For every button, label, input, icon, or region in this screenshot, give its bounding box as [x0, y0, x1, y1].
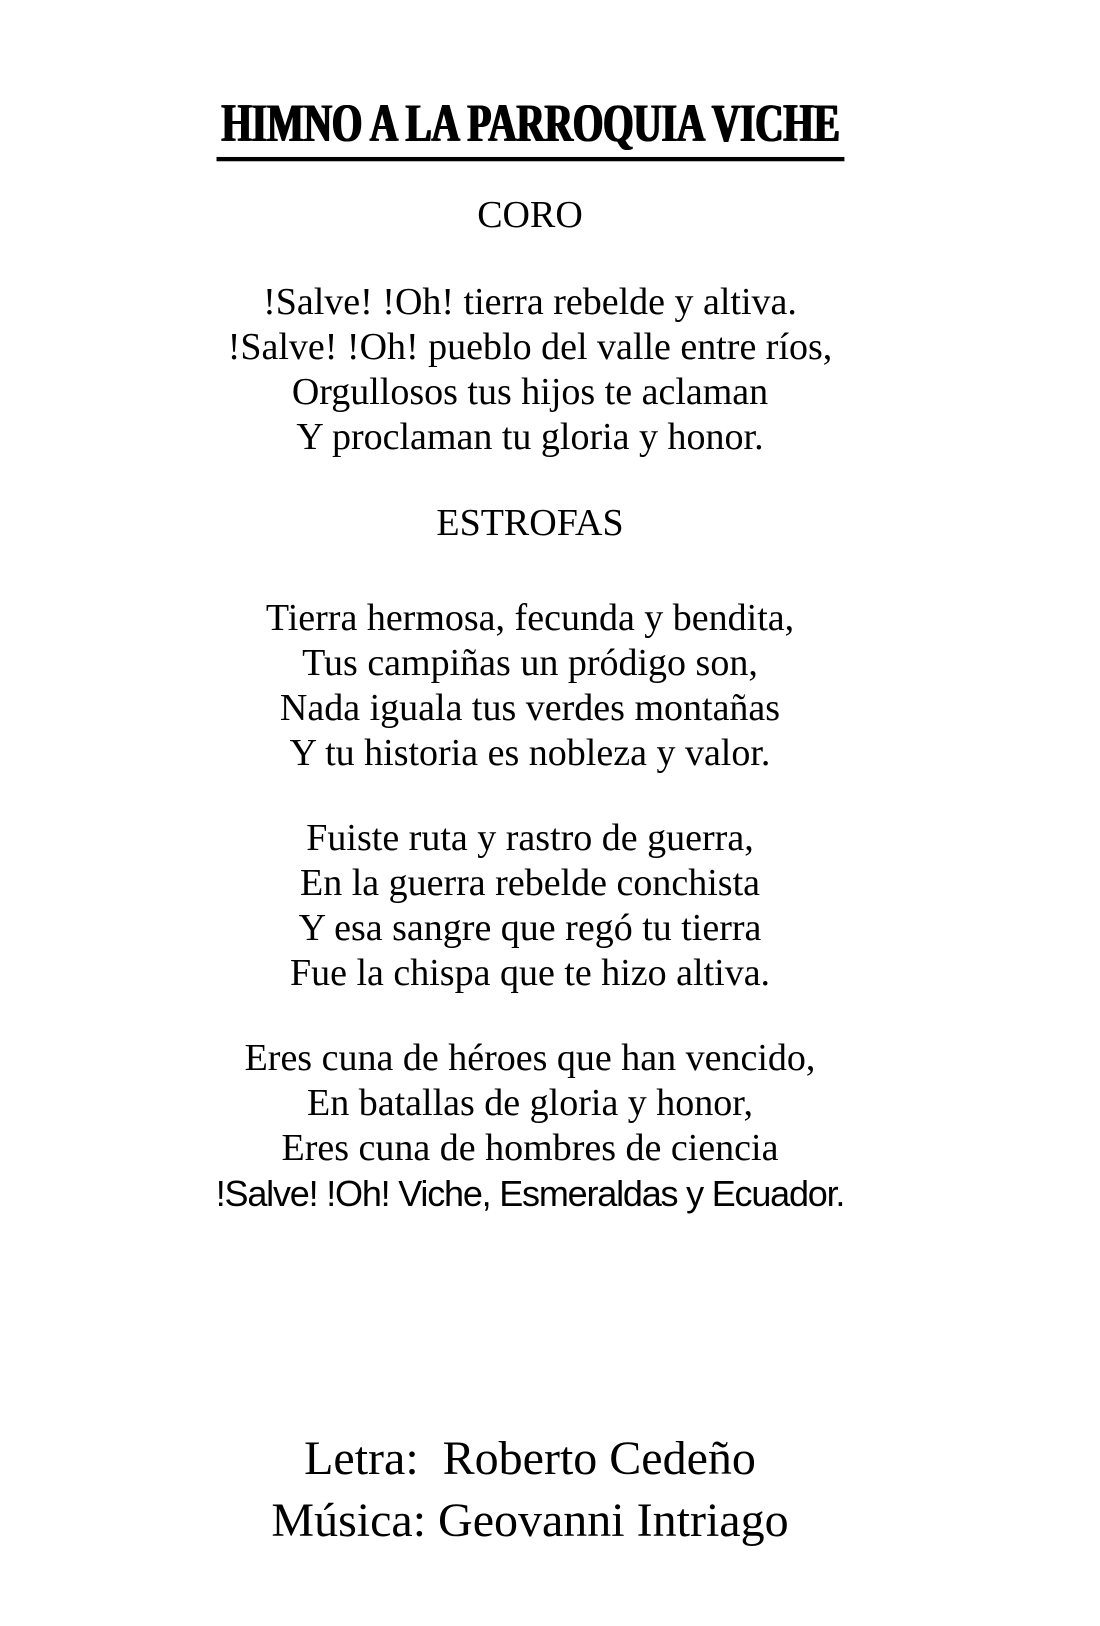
section-label-coro: CORO	[477, 194, 583, 236]
estrofa-verse-2	[290, 816, 770, 996]
verse-line: Y tu historia es nobleza y valor.	[289, 732, 771, 774]
credit-letra: Letra: Roberto Cedeño	[304, 1432, 756, 1485]
verse-line: Fue la chispa que te hizo altiva.	[289, 952, 771, 994]
coro-line: Orgullosos tus hijos te aclaman	[291, 371, 769, 413]
verse-line-sans: !Salve! !Oh! Viche, Esmeraldas y Ecuador.	[215, 1173, 845, 1214]
verse-line: Fuiste ruta y rastro de guerra,	[306, 817, 754, 859]
coro-line: !Salve! !Oh! tierra rebelde y altiva.	[263, 281, 797, 323]
verse-line: Nada iguala tus verdes montañas	[279, 687, 781, 729]
estrofa-verse-3	[216, 1036, 844, 1216]
section-label-estrofas: ESTROFAS	[436, 502, 624, 544]
verse-line: En la guerra rebelde conchista	[300, 862, 760, 904]
verse-line: Eres cuna de hombres de ciencia	[281, 1127, 779, 1169]
verse-line: Tierra hermosa, fecunda y bendita,	[265, 597, 795, 639]
verse-line: Tus campiñas un pródigo son,	[302, 642, 758, 684]
verse-line: Eres cuna de héroes que han vencido,	[244, 1037, 816, 1079]
estrofa-verse-1	[266, 596, 794, 776]
coro-line: Y proclaman tu gloria y honor.	[296, 416, 764, 458]
coro-verse	[228, 280, 833, 460]
verse-line: En batallas de gloria y honor,	[307, 1082, 753, 1124]
credit-musica: Música: Geovanni Intriago	[271, 1494, 789, 1547]
page-title: HIMNO A LA PARROQUIA VICHE	[216, 90, 844, 161]
verse-line: Y esa sangre que regó tu tierra	[298, 907, 762, 949]
credits-block	[271, 1428, 788, 1552]
coro-line: !Salve! !Oh! pueblo del valle entre ríos,	[227, 326, 833, 368]
